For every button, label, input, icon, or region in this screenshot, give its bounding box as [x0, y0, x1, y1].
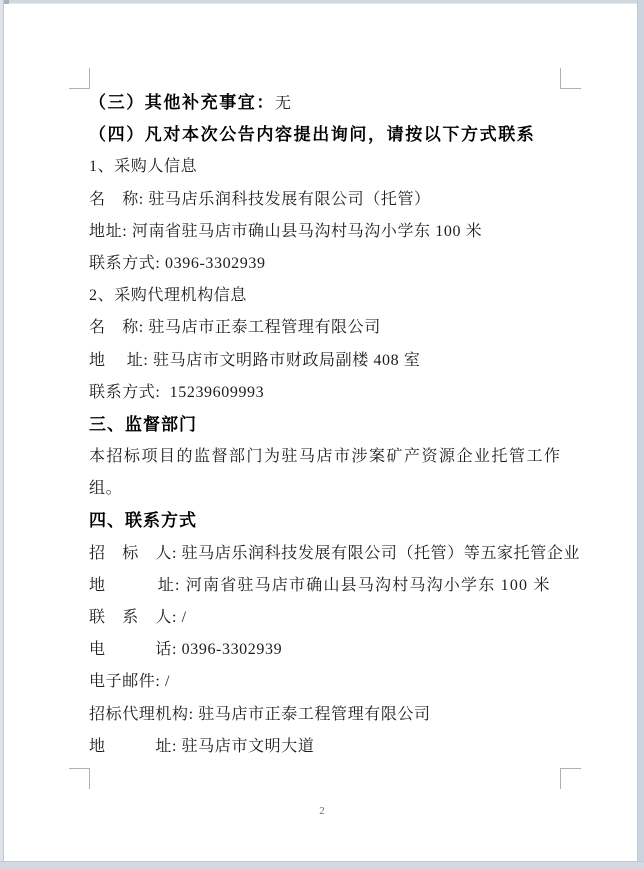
doc-line-segment: 联系方式: 0396-3302939 — [89, 254, 266, 272]
doc-line-segment: 联系方式: 15239609993 — [89, 383, 265, 401]
doc-line-segment: 地址: 河南省驻马店市确山县马沟村马沟小学东 100 米 — [89, 222, 483, 240]
doc-line-segment: 无 — [275, 95, 293, 112]
doc-line — [89, 538, 581, 570]
doc-line-segment: 电子邮件: / — [89, 673, 171, 691]
doc-line — [89, 505, 560, 537]
margin-mark-top-left-icon — [69, 68, 90, 89]
doc-line — [89, 280, 560, 312]
doc-line — [89, 345, 560, 377]
doc-line-segment: 招标代理机构: 驻马店市正泰工程管理有限公司 — [89, 705, 431, 723]
doc-line — [89, 119, 560, 151]
doc-line — [89, 731, 560, 763]
doc-line-segment: 三、监督部门 — [89, 414, 197, 434]
doc-line-segment: 1、采购人信息 — [89, 158, 198, 176]
doc-line — [89, 184, 560, 216]
doc-line — [89, 570, 560, 602]
doc-line-segment: 名 称: 驻马店市正泰工程管理有限公司 — [89, 319, 381, 337]
doc-line — [89, 441, 560, 473]
doc-line — [89, 473, 560, 505]
doc-line — [89, 409, 560, 441]
doc-line-segment: （四）凡对本次公告内容提出询问，请按以下方式联系 — [89, 125, 536, 145]
doc-line — [89, 216, 560, 248]
page-number: 2 — [319, 805, 325, 817]
doc-line-segment: 联 系 人: / — [89, 609, 187, 626]
document-content[interactable] — [89, 87, 581, 763]
doc-line — [89, 151, 560, 183]
margin-mark-bottom-right-icon — [560, 768, 581, 789]
doc-line-segment: 地 址: 驻马店市文明路市财政局副楼 408 室 — [89, 351, 421, 369]
doc-line-segment: 地 址: 河南省驻马店市确山县马沟村马沟小学东 100 米 — [89, 576, 551, 594]
doc-line-segment: 地 址: 驻马店市文明大道 — [89, 737, 315, 755]
doc-line — [89, 602, 560, 634]
doc-line-segment: 2、采购代理机构信息 — [89, 287, 248, 305]
doc-line — [89, 87, 560, 119]
doc-line-segment: 招 标 人: 驻马店乐润科技发展有限公司（托管）等五家托管企业 — [89, 544, 581, 562]
doc-line — [89, 666, 560, 698]
doc-line — [89, 699, 560, 731]
doc-line-segment: 电 话: 0396-3302939 — [89, 641, 283, 659]
doc-line-segment: 四、联系方式 — [89, 511, 197, 531]
margin-mark-bottom-left-icon — [69, 768, 90, 789]
doc-line — [89, 634, 560, 666]
margin-mark-top-right-icon — [560, 68, 581, 89]
doc-line — [89, 312, 560, 344]
doc-line-segment: 名 称: 驻马店乐润科技发展有限公司（托管） — [89, 190, 431, 208]
doc-line — [89, 248, 560, 280]
doc-line-segment: 组。 — [89, 480, 123, 498]
doc-line — [89, 377, 560, 409]
doc-line-segment: 本招标项目的监督部门为驻马店市涉案矿产资源企业托管工作 — [89, 448, 562, 466]
doc-line-segment: （三）其他补充事宜： — [89, 93, 275, 112]
